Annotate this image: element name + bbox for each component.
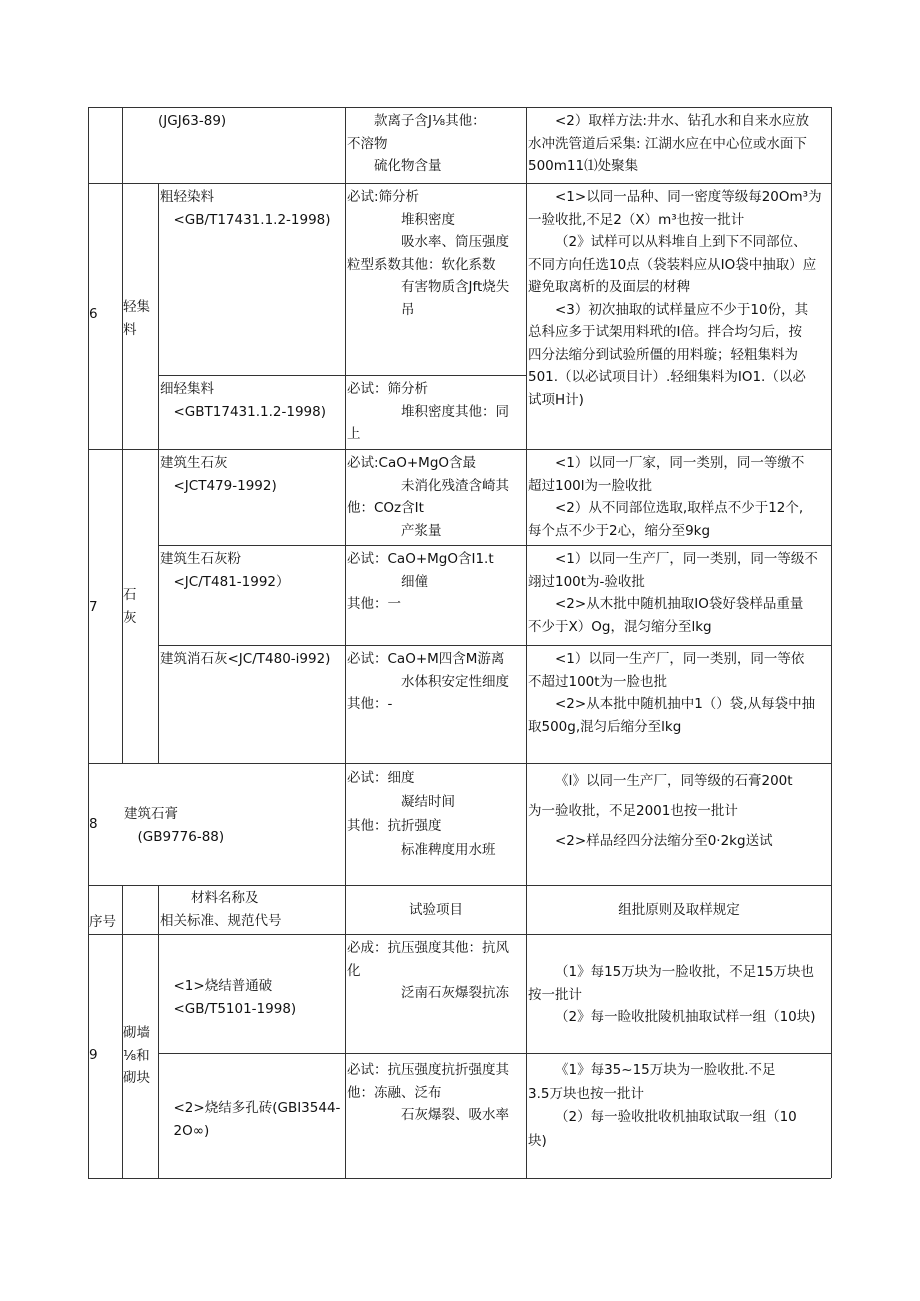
water-standard-text: (JGJ63-89) [158, 113, 227, 129]
header-material-line2: 相关标准、规范代号 [160, 912, 282, 929]
row7-sub2-item: 细僮 [401, 573, 428, 590]
row6-rule: （2》试样可以从料堆自上到下不同部位、 [555, 234, 807, 250]
row8-seq [89, 813, 121, 836]
row6-rule: 试项H计) [528, 391, 584, 408]
row6-sub1-item: 必试:筛分析 [347, 189, 420, 205]
row6-rule: 四分法缩分到试验所僵的用料璇；轻粗集料为 [528, 346, 798, 363]
row7-sub3-title: 建筑消石灰<JC/T480-i992) [160, 651, 331, 667]
row9-sub2-rule: 3.5万块也按一批计 [528, 1085, 644, 1102]
row9-sub2-item: 石灰爆裂、吸水率 [401, 1107, 509, 1123]
row6-sub1-item: 堆积密度 [401, 211, 455, 228]
row7-sub3-rule: 不超过100t为一脸也批 [528, 673, 668, 690]
row7-sub2-title: 建筑生石灰粉 [160, 551, 241, 567]
row6-category-line: 料 [123, 321, 137, 338]
row6-sub2-item: 堆积密度其他：同 [401, 403, 509, 420]
row8-standard: (GB9776-88) [137, 828, 225, 845]
water-item: 硫化物含量 [374, 158, 442, 174]
row7-sub1-standard: <JCT479-1992) [173, 477, 277, 494]
row8-title: 建筑石膏 [124, 806, 178, 822]
water-rule: 水冲洗管道后采集: 江湖水应在中心位或水面下 [528, 135, 807, 152]
row7-sub1-rule: 超过100l为一脸收批 [528, 477, 653, 494]
row8-rules [528, 766, 830, 856]
row9-sub2-items [347, 1059, 525, 1127]
rule-col-rules [526, 107, 527, 1178]
rule-col-cat-2 [122, 183, 123, 763]
row7-sub3-rule: <2>从本批中随机抽中1（）袋,从每袋中抽 [555, 696, 816, 712]
row9-sub2-rules [528, 1059, 830, 1153]
row6-rule: 不同方向任选10点（袋装料应从IO袋中抽取）应 [528, 256, 817, 273]
row6-sub2-name [160, 378, 344, 423]
row8-rule: <2>样品经四分法缩分至0·2kg送试 [555, 833, 773, 849]
row7-sub3-rules [528, 648, 830, 738]
header-test-items [346, 899, 526, 922]
row7-sub1-item: 产浆量 [401, 522, 442, 539]
rule-col-name-3 [158, 934, 159, 1178]
row8-rule: 《I》以同一生产厂，同等级的石膏200t [555, 773, 793, 789]
header-seq [89, 911, 122, 934]
row7-sub2-standard: <JC/T481-1992） [173, 573, 290, 590]
row9-sub1-rule: （1》每15万块为一脸收批，不足15万块也 [555, 964, 814, 980]
rule-col-name-1 [158, 183, 159, 763]
row9-sub1-item: 化 [347, 962, 361, 979]
row9-sub1-name [160, 975, 344, 1020]
rule-row7-sub1 [158, 545, 831, 546]
rule-right [831, 107, 832, 1178]
row9-sub1-rules [528, 961, 830, 1029]
row9-category-line: 砌墙 [123, 1025, 150, 1041]
rule-top [88, 107, 831, 108]
row7-sub1-title: 建筑生石灰 [160, 455, 228, 471]
row7-sub2-rule: 翊过100t为-验收批 [528, 573, 645, 590]
row6-sub1-standard: <GB/T17431.1.2-1998) [173, 211, 331, 228]
row6-seq-text: 6 [89, 306, 98, 322]
rule-after-row7 [88, 763, 831, 764]
row9-sub1-standard: <GB/T5101-1998) [173, 1000, 297, 1017]
row9-sub1-rule: 按一批计 [528, 986, 582, 1003]
header-material [160, 887, 344, 932]
water-rule: 500m11⑴处聚集 [528, 158, 639, 174]
row7-sub3-item: 水体积安定性细度 [401, 673, 509, 690]
row9-seq-text: 9 [89, 1047, 98, 1063]
row6-seq [89, 303, 121, 326]
row9-sub1-items [347, 937, 525, 1005]
row7-sub2-items [347, 548, 525, 616]
row9-category-line: ⅛和 [123, 1047, 150, 1064]
row6-sub1-item: 粒型系数其他：软化系数 [347, 256, 496, 273]
row8-item: 必试：细度 [347, 770, 415, 786]
row9-sub1-item: 泛南石灰爆裂抗冻 [401, 985, 509, 1001]
row6-rule: <1>以同一品种、同一密度等级每20Om³为 [555, 189, 822, 205]
water-rules [528, 110, 830, 178]
rule-row6-sub [158, 375, 526, 376]
header-batch-rules [527, 899, 831, 922]
row6-sub1-item: 吊 [401, 301, 415, 318]
water-item: 款离子含J⅛其他： [374, 113, 486, 129]
row9-sub2-title: 2O∞) [173, 1122, 210, 1139]
row7-sub1-rule: <1）以同一厂家，同一类别，同一等缴不 [555, 455, 805, 471]
row7-sub3-item: 其他：- [347, 696, 393, 712]
row9-sub2-item: 必试：抗压强度抗折强度其 [347, 1062, 509, 1078]
row8-name [124, 803, 344, 848]
row7-sub3-items [347, 648, 525, 716]
rule-row7-sub2 [158, 645, 831, 646]
row8-rule: 为一验收批，不足2001也按一批计 [528, 803, 738, 819]
row6-rules [528, 186, 830, 411]
row7-sub3-item: 必试：CaO+M四含M游离 [347, 651, 505, 667]
row7-sub1-items [347, 452, 525, 542]
row8-items [347, 766, 525, 862]
row6-category [123, 296, 157, 341]
water-item: 不溶物 [347, 135, 388, 152]
row6-rule: 总科应多于试架用料玳的I倍。拌合均匀后，按 [528, 324, 802, 340]
row9-category [123, 1022, 157, 1090]
rule-after-water [88, 183, 831, 184]
row9-sub2-rule: 《1》每35~15万块为一脸收批.不足 [555, 1062, 776, 1078]
water-standard [158, 110, 343, 133]
row6-rule: <3）初次抽取的试样量应不少于10份，其 [555, 301, 809, 318]
row7-sub1-rule: <2）从不同部位选取,取样点不少于12个, [555, 500, 804, 516]
rule-col-name-2 [158, 885, 159, 934]
row8-item: 凝结时间 [401, 794, 455, 810]
row7-sub1-rules [528, 452, 830, 542]
row6-sub1-title: 粗轻染料 [160, 189, 214, 205]
row8-seq-text: 8 [89, 816, 98, 832]
row7-sub1-item: 必试:CaO+MgO含最 [347, 455, 477, 471]
row7-sub2-item: 其他：一 [347, 596, 401, 612]
row6-sub2-items [347, 378, 525, 446]
row7-sub2-item: 必试：CaO+MgO含I1.t [347, 551, 494, 567]
row7-sub2-rule: <2>从木批中随机抽取IO袋好袋样品重量 [555, 596, 804, 612]
row8-item: 其他：抗折强度 [347, 818, 442, 834]
row6-rule: 501.（以必试项目计）.轻细集料为IO1.（以必 [528, 369, 806, 385]
row7-sub1-rule: 每个点不少于2心，缩分至9kg [528, 522, 711, 539]
row9-sub2-name [160, 1097, 344, 1142]
row7-category-line: 灰 [123, 609, 137, 626]
rule-row9-sub [158, 1053, 831, 1054]
row9-sub1-title: <1>烧结普通破 [173, 978, 273, 994]
header-test-items-text: 试验项目 [409, 902, 463, 918]
row9-sub2-rule: 块) [528, 1132, 547, 1149]
row6-rule: 一验收批,不足2（X）m³也按一批计 [528, 211, 745, 228]
rule-col-cat-1 [122, 107, 123, 183]
row6-sub2-standard: <GBT17431.1.2-1998) [173, 403, 326, 420]
row7-category [123, 584, 157, 629]
row6-sub2-item: 上 [347, 426, 361, 442]
row7-sub1-item: 他：COz含It [347, 500, 424, 516]
row7-sub1-item: 未消化残渣含崎其 [401, 477, 509, 494]
row7-sub1-name [160, 452, 344, 497]
row6-rule: 避免取离析的及面层的材稗 [528, 279, 690, 295]
header-seq-text: 序号 [89, 914, 116, 930]
row7-category-line: 石 [123, 587, 137, 603]
row6-sub2-item: 必试：筛分析 [347, 381, 428, 397]
row6-sub1-item: 有害物质含Jft烧失 [401, 279, 510, 295]
row8-item: 标准稗度用水班 [401, 842, 496, 858]
rule-left [88, 107, 89, 1178]
row9-sub1-rule: （2》每一睑收批陵机抽取试样一组（10块) [555, 1009, 816, 1025]
row6-sub1-items [347, 186, 525, 321]
rule-after-header [88, 934, 831, 935]
rule-bottom [88, 1178, 831, 1179]
row7-seq-text: 7 [89, 599, 98, 615]
row7-sub2-rules [528, 548, 830, 638]
header-material-line1: 材料名称及 [191, 890, 259, 906]
row7-sub2-name [160, 548, 344, 593]
row9-sub2-rule: （2）每一验收批收机抽取试取一组（10 [555, 1109, 797, 1125]
row7-sub3-rule: 取500g,混匀后缩分至lkg [528, 718, 682, 735]
rule-after-row8 [88, 885, 831, 886]
row9-sub2-item: 他：冻融、泛布 [347, 1084, 442, 1101]
row6-sub1-name [160, 186, 344, 231]
row7-seq [89, 596, 121, 619]
row9-sub1-item: 必成：抗压强度其他：抗风 [347, 940, 509, 956]
row7-sub2-rule: 不少于X）Og，混匀缩分至lkg [528, 618, 712, 635]
header-batch-rules-text: 组批原则及取样规定 [618, 902, 740, 918]
row7-sub3-rule: <1）以同一生产厂，同一类别，同一等依 [555, 651, 805, 667]
water-test-items [347, 110, 525, 178]
row7-sub2-rule: <1）以同一生产厂，同一类别，同一等级不 [555, 551, 818, 567]
rule-col-items [345, 107, 346, 1178]
row9-sub2-title: <2>烧结多孔砖(GBI3544- [173, 1100, 341, 1116]
water-rule: <2）取样方法:井水、钻孔水和自来水应放 [555, 113, 809, 129]
row6-sub2-title: 细轻集料 [160, 381, 214, 397]
row9-category-line: 砌块 [123, 1070, 150, 1086]
row7-sub3-name [160, 648, 344, 671]
row6-sub1-item: 吸水率、筒压强度 [401, 234, 509, 250]
row6-category-line: 轻集 [123, 299, 150, 315]
row9-seq [89, 1044, 121, 1067]
rule-after-row6 [88, 449, 831, 450]
